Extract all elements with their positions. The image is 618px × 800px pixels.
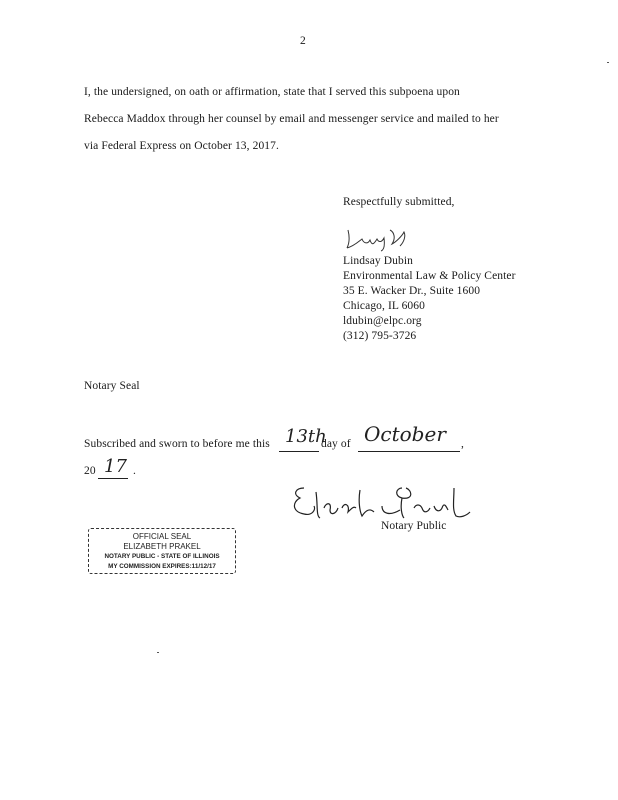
sworn-day-of: day of <box>321 438 351 450</box>
sworn-comma: , <box>461 438 464 450</box>
sworn-year: 17 <box>104 456 127 477</box>
signer-address-1: 35 E. Wacker Dr., Suite 1600 <box>343 285 481 297</box>
seal-line-1: OFFICIAL SEAL <box>132 532 192 541</box>
sworn-day: 13th <box>285 426 327 447</box>
sworn-month: October <box>364 422 446 446</box>
page-number: 2 <box>300 35 306 47</box>
signer-phone: (312) 795-3726 <box>343 330 417 342</box>
statement-line-3: via Federal Express on October 13, 2017. <box>84 140 279 152</box>
signer-org: Environmental Law & Policy Center <box>343 270 516 282</box>
closing: Respectfully submitted, <box>343 196 455 208</box>
seal-line-3: NOTARY PUBLIC - STATE OF ILLINOIS <box>104 553 220 560</box>
official-seal <box>88 528 236 574</box>
month-blank <box>358 451 460 452</box>
signer-email: ldubin@elpc.org <box>343 315 422 327</box>
seal-line-2: ELIZABETH PRAKEL <box>123 542 201 551</box>
year-prefix: 20 <box>84 465 96 477</box>
statement-line-1: I, the undersigned, on oath or affirmation, state that I served this subpoena upon <box>84 86 460 98</box>
scan-speck <box>607 62 609 63</box>
notary-seal-label: Notary Seal <box>84 380 140 392</box>
day-blank <box>279 451 319 452</box>
seal-line-4: MY COMMISSION EXPIRES:11/12/17 <box>108 563 216 570</box>
scan-speck <box>157 652 159 653</box>
year-period: . <box>133 465 136 477</box>
signature-prakel <box>290 482 480 524</box>
statement-line-2: Rebecca Maddox through her counsel by email and messenger service and mailed to her <box>84 113 499 125</box>
signer-name: Lindsay Dubin <box>343 255 413 267</box>
notary-public-label: Notary Public <box>381 520 447 532</box>
signer-address-2: Chicago, IL 6060 <box>343 300 425 312</box>
sworn-prefix: Subscribed and sworn to before me this <box>84 438 270 450</box>
signature-dubin <box>344 224 414 252</box>
year-blank <box>98 478 128 479</box>
